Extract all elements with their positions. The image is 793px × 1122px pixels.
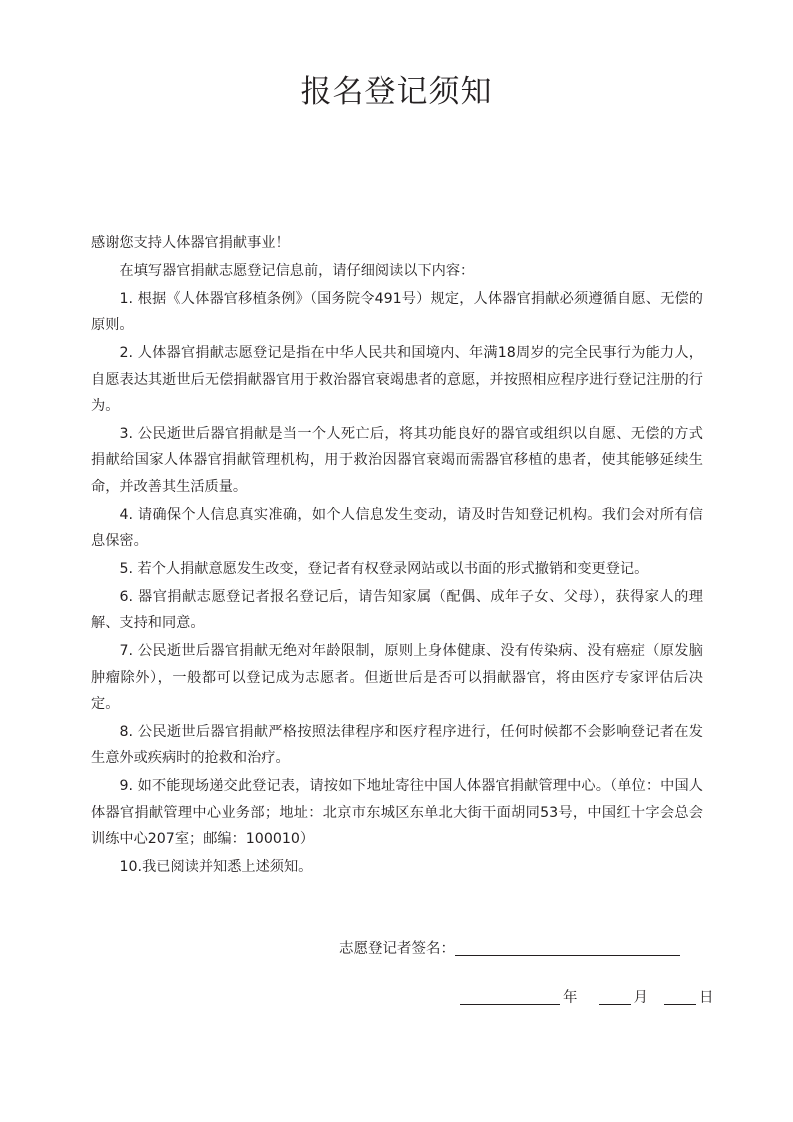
- notice-item-5: 5. 若个人捐献意愿发生改变，登记者有权登录网站或以书面的形式撤销和变更登记。: [119, 560, 649, 577]
- greeting-text: 感谢您支持人体器官捐献事业！: [91, 235, 290, 251]
- notice-item-3: 3. 公民逝世后器官捐献是当一个人死亡后，将其功能良好的器官或组织以自愿、无偿的方式捐献给国家人体器官捐献管理机构，用于救治因器官衰竭而需器官移植的患者，使其能够延续生命，并改善其生活质量。: [91, 425, 703, 495]
- month-label: 月: [633, 990, 648, 1006]
- signature-row: [339, 936, 699, 962]
- date-row: [460, 985, 714, 1011]
- signature-label: 志愿登记者签名：: [339, 941, 455, 957]
- notice-item-6: 6. 器官捐献志愿登记者报名登记后，请告知家属（配偶、成年子女、父母），获得家人的理解、支持和同意。: [91, 588, 703, 632]
- signature-field[interactable]: [455, 937, 680, 956]
- notice-item-7: 7. 公民逝世后器官捐献无绝对年龄限制，原则上身体健康、没有传染病、没有癌症（原发脑肿瘤除外），一般都可以登记成为志愿者。但逝世后是否可以捐献器官，将由医疗专家评估后决定。: [91, 643, 703, 712]
- notice-item-1: 1. 根据《人体器官移植条例》（国务院令491号）规定，人体器官捐献必须遵循自愿、无偿的原则。: [91, 290, 703, 334]
- year-label: 年: [563, 990, 578, 1006]
- month-field[interactable]: [599, 986, 631, 1005]
- intro-text: 在填写器官捐献志愿登记信息前，请仔细阅读以下内容：: [119, 262, 475, 279]
- notice-item-2: 2. 人体器官捐献志愿登记是指在中华人民共和国境内、年满18周岁的完全民事行为能力人，自愿表达其逝世后无偿捐献器官用于救治器官衰竭患者的意愿，并按照相应程序进行登记注册的行为。: [91, 345, 703, 414]
- notice-item-10: 10.我已阅读并知悉上述须知。: [119, 858, 313, 875]
- page-title: 报名登记须知: [300, 74, 493, 110]
- notice-item-8: 8. 公民逝世后器官捐献严格按照法律程序和医疗程序进行，任何时候都不会影响登记者在发生意外或疾病时的抢救和治疗。: [91, 723, 703, 767]
- notice-body: [91, 230, 703, 882]
- day-field[interactable]: [664, 986, 696, 1005]
- day-label: 日: [699, 990, 714, 1006]
- year-field[interactable]: [460, 986, 560, 1005]
- notice-item-4: 4. 请确保个人信息真实准确，如个人信息发生变动，请及时告知登记机构。我们会对所有信息保密。: [91, 506, 703, 549]
- notice-item-9: 9. 如不能现场递交此登记表，请按如下地址寄往中国人体器官捐献管理中心。（单位：中国人体器官捐献管理中心业务部；地址：北京市东城区东单北大街干面胡同53号，中国红十字会总会训练中心207室；邮编：100010）: [91, 778, 703, 847]
